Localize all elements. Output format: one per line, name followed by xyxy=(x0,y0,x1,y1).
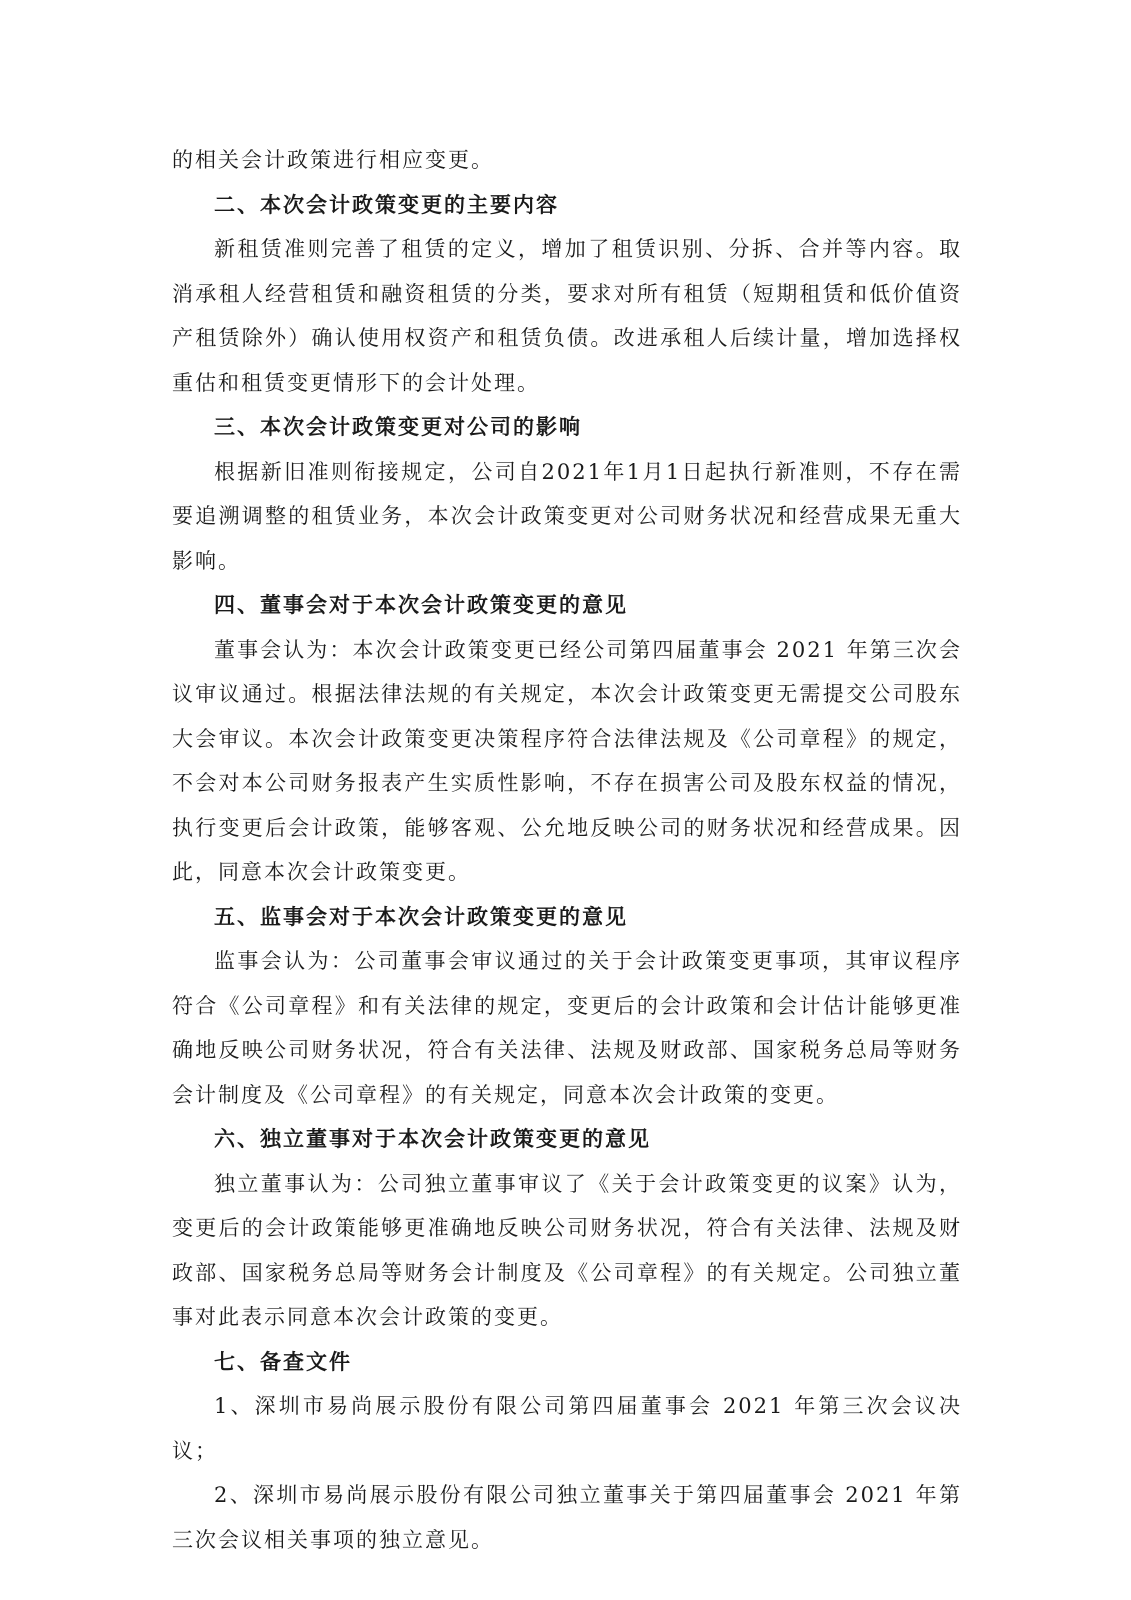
paragraph-continuation: 的相关会计政策进行相应变更。 xyxy=(172,148,494,172)
section-heading-7: 七、备查文件 xyxy=(214,1349,352,1374)
section-heading-4: 四、董事会对于本次会计政策变更的意见 xyxy=(214,593,628,617)
section-6-paragraph: 独立董事认为：公司独立董事审议了《关于会计政策变更的议案》认为，变更后的会计政策能够更准确地反映公司财务状况，符合有关法律、法规及财政部、国家税务总局等财务会计制度及《公司章程》的有关规定。公司独立董事对此表示同意本次会计政策的变更。 xyxy=(172,1171,962,1329)
document-body xyxy=(172,138,962,1562)
section-heading-6: 六、独立董事对于本次会计政策变更的意见 xyxy=(214,1127,651,1151)
section-heading-2: 二、本次会计政策变更的主要内容 xyxy=(214,192,559,217)
section-heading-5: 五、监事会对于本次会计政策变更的意见 xyxy=(214,904,628,929)
section-4-paragraph: 董事会认为：本次会计政策变更已经公司第四届董事会 2021 年第三次会议审议通过。根据法律法规的有关规定，本次会计政策变更无需提交公司股东大会审议。本次会计政策变更决策程序符合法律法规及《公司章程》的规定，不会对本公司财务报表产生实质性影响，不存在损害公司及股东权益的情况，执行变更后会计政策，能够客观、公允地反映公司的财务状况和经营成果。因此，同意本次会计政策变更。 xyxy=(172,637,962,884)
section-5-paragraph: 监事会认为：公司董事会审议通过的关于会计政策变更事项，其审议程序符合《公司章程》和有关法律的规定，变更后的会计政策和会计估计能够更准确地反映公司财务状况，符合有关法律、法规及财政部、国家税务总局等财务会计制度及《公司章程》的有关规定，同意本次会计政策的变更。 xyxy=(172,949,962,1107)
reference-document-1: 1、深圳市易尚展示股份有限公司第四届董事会 2021 年第三次会议决议； xyxy=(172,1394,962,1463)
reference-document-2: 2、深圳市易尚展示股份有限公司独立董事关于第四届董事会 2021 年第三次会议相关事项的独立意见。 xyxy=(172,1483,962,1552)
section-3-paragraph: 根据新旧准则衔接规定，公司自2021年1月1日起执行新准则，不存在需要追溯调整的租赁业务，本次会计政策变更对公司财务状况和经营成果无重大影响。 xyxy=(172,459,962,573)
section-heading-3: 三、本次会计政策变更对公司的影响 xyxy=(214,415,582,439)
section-2-paragraph: 新租赁准则完善了租赁的定义，增加了租赁识别、分拆、合并等内容。取消承租人经营租赁和融资租赁的分类，要求对所有租赁（短期租赁和低价值资产租赁除外）确认使用权资产和租赁负债。改进承租人后续计量，增加选择权重估和租赁变更情形下的会计处理。 xyxy=(172,237,962,395)
